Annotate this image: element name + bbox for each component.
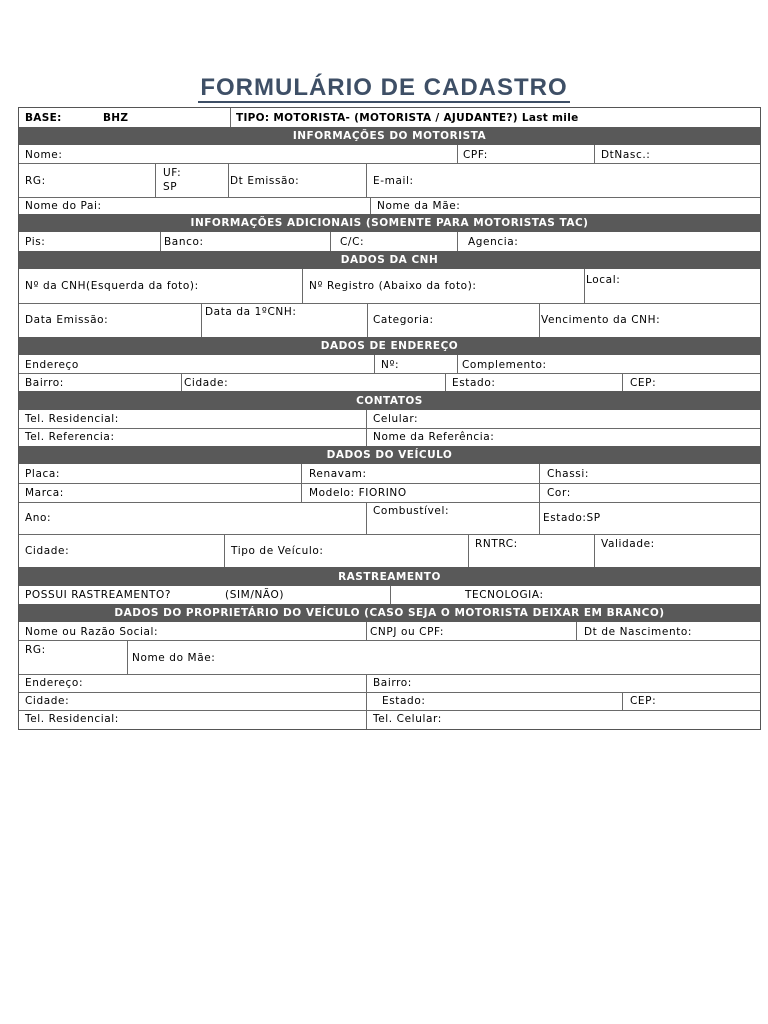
sim-nao-option[interactable]: (SIM/NÃO) <box>225 589 285 601</box>
tipo-label[interactable]: TIPO: MOTORISTA- (MOTORISTA / AJUDANTE?) Last mile <box>236 112 579 124</box>
estado-field[interactable]: Estado: <box>452 377 496 389</box>
section-contatos: CONTATOS <box>19 391 760 410</box>
celular-field[interactable]: Celular: <box>373 413 419 425</box>
uf-value[interactable]: SP <box>163 181 178 193</box>
complemento-field[interactable]: Complemento: <box>462 359 547 371</box>
tecnologia-field[interactable]: TECNOLOGIA: <box>465 589 544 601</box>
rntrc-field[interactable]: RNTRC: <box>475 538 518 550</box>
prop-cep-field[interactable]: CEP: <box>630 695 657 707</box>
section-rastreamento: RASTREAMENTO <box>19 567 760 586</box>
prop-tel-celular-field[interactable]: Tel. Celular: <box>373 713 442 725</box>
section-cnh: DADOS DA CNH <box>19 251 760 269</box>
endereco-numero-field[interactable]: Nº: <box>381 359 400 371</box>
cnh-vencimento-field[interactable]: Vencimento da CNH: <box>541 314 661 326</box>
pis-field[interactable]: Pis: <box>25 236 46 248</box>
section-proprietario: DADOS DO PROPRIETÁRIO DO VEÍCULO (CASO SEJA O MOTORISTA DEIXAR EM BRANCO) <box>19 604 760 622</box>
base-label: BASE: <box>25 112 62 124</box>
possui-rastreamento-field[interactable]: POSSUI RASTREAMENTO? <box>25 589 172 601</box>
prop-tel-residencial-field[interactable]: Tel. Residencial: <box>25 713 119 725</box>
section-endereco: DADOS DE ENDEREÇO <box>19 337 760 355</box>
nome-referencia-field[interactable]: Nome da Referência: <box>373 431 495 443</box>
cidade-field[interactable]: Cidade: <box>184 377 229 389</box>
nome-field[interactable]: Nome: <box>25 149 63 161</box>
section-veiculo: DADOS DO VEÍCULO <box>19 446 760 464</box>
chassi-field[interactable]: Chassi: <box>547 468 590 480</box>
cnh-data-emissao-field[interactable]: Data Emissão: <box>25 314 109 326</box>
registration-form <box>18 107 761 730</box>
placa-field[interactable]: Placa: <box>25 468 61 480</box>
nome-mae-field[interactable]: Nome da Mãe: <box>377 200 461 212</box>
validade-field[interactable]: Validade: <box>601 538 655 550</box>
cc-field[interactable]: C/C: <box>340 236 365 248</box>
rg-field[interactable]: RG: <box>25 175 46 187</box>
cnh-local-field[interactable]: Local: <box>586 274 621 286</box>
nome-razao-field[interactable]: Nome ou Razão Social: <box>25 626 159 638</box>
cnh-data-primeira-field[interactable]: Data da 1ºCNH: <box>205 306 297 318</box>
page-title: FORMULÁRIO DE CADASTRO <box>200 74 568 101</box>
bairro-field[interactable]: Bairro: <box>25 377 64 389</box>
section-adicionais: INFORMAÇÕES ADICIONAIS (SOMENTE PARA MOTORISTAS TAC) <box>19 214 760 232</box>
ano-field[interactable]: Ano: <box>25 512 52 524</box>
cnh-numero-field[interactable]: Nº da CNH(Esquerda da foto): <box>25 280 199 292</box>
dtnasc-field[interactable]: DtNasc.: <box>601 149 651 161</box>
prop-cidade-field[interactable]: Cidade: <box>25 695 70 707</box>
marca-field[interactable]: Marca: <box>25 487 64 499</box>
cep-field[interactable]: CEP: <box>630 377 657 389</box>
banco-field[interactable]: Banco: <box>164 236 204 248</box>
uf-label: UF: <box>163 167 182 179</box>
email-field[interactable]: E-mail: <box>373 175 414 187</box>
endereco-field[interactable]: Endereço <box>25 359 79 371</box>
cnh-categoria-field[interactable]: Categoria: <box>373 314 434 326</box>
prop-bairro-field[interactable]: Bairro: <box>373 677 412 689</box>
section-motorista: INFORMAÇÕES DO MOTORISTA <box>19 127 760 145</box>
veiculo-estado-field[interactable]: Estado:SP <box>543 512 601 524</box>
prop-endereco-field[interactable]: Endereço: <box>25 677 84 689</box>
base-value[interactable]: BHZ <box>103 112 129 124</box>
tel-residencial-field[interactable]: Tel. Residencial: <box>25 413 119 425</box>
cpf-field[interactable]: CPF: <box>463 149 488 161</box>
modelo-field[interactable]: Modelo: FIORINO <box>309 487 407 499</box>
prop-rg-field[interactable]: RG: <box>25 644 46 656</box>
combustivel-field[interactable]: Combustível: <box>373 505 450 517</box>
prop-estado-field[interactable]: Estado: <box>382 695 426 707</box>
nome-pai-field[interactable]: Nome do Pai: <box>25 200 102 212</box>
agencia-field[interactable]: Agencia: <box>468 236 519 248</box>
dt-emissao-field[interactable]: Dt Emissão: <box>230 175 300 187</box>
veiculo-cidade-field[interactable]: Cidade: <box>25 545 70 557</box>
cor-field[interactable]: Cor: <box>547 487 571 499</box>
cnh-registro-field[interactable]: Nº Registro (Abaixo da foto): <box>309 280 477 292</box>
tipo-veiculo-field[interactable]: Tipo de Veículo: <box>231 545 324 557</box>
renavam-field[interactable]: Renavam: <box>309 468 367 480</box>
dt-nascimento-field[interactable]: Dt de Nascimento: <box>584 626 693 638</box>
cnpj-cpf-field[interactable]: CNPJ ou CPF: <box>370 626 444 638</box>
prop-nome-mae-field[interactable]: Nome do Mãe: <box>132 652 216 664</box>
tel-referencia-field[interactable]: Tel. Referencia: <box>25 431 115 443</box>
